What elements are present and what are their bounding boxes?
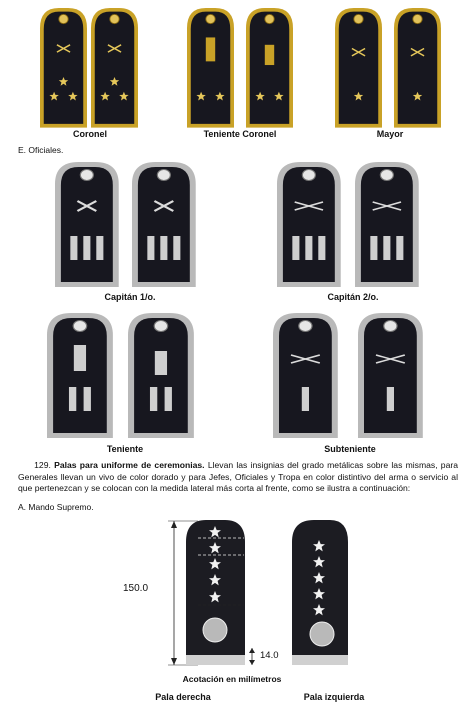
section-heading-oficiales: E. Oficiales. — [18, 145, 64, 155]
caption-teniente-coronel: Teniente Coronel — [203, 129, 277, 139]
pala-izquierda-epaulette — [292, 520, 348, 665]
pala-derecha-label: Pala derecha — [155, 692, 211, 702]
caption-teniente: Teniente — [106, 444, 144, 454]
dimension-bottom-label: 14.0 — [260, 650, 279, 661]
pala-derecha-epaulette — [186, 520, 245, 665]
units-label: Acotación en milímetros — [182, 674, 282, 684]
section-heading-mando-supremo: A. Mando Supremo. — [18, 502, 94, 512]
caption-capitan-2: Capitán 2/o. — [327, 292, 379, 302]
caption-capitan-1: Capitán 1/o. — [104, 292, 156, 302]
caption-coronel: Coronel — [72, 129, 107, 139]
caption-subteniente: Subteniente — [324, 444, 376, 454]
dimension-height-label: 150.0 — [123, 583, 149, 594]
pala-izquierda-label: Pala izquierda — [303, 692, 365, 702]
caption-mayor: Mayor — [376, 129, 404, 139]
paragraph-title: Palas para uniforme de ceremonias. — [54, 460, 205, 470]
paragraph-number: 129. — [34, 460, 51, 470]
paragraph-text: Llevan las insignias del grado metálicas sobre las mismas, para Generales llevan un vivo de color dorado y para Jefes, Oficiales y Tropa en color distintivo del arma o servicio al que pertenezcan y se colocan con la medida lateral más corta al frente, como se ilustra a continuación: — [18, 460, 459, 493]
